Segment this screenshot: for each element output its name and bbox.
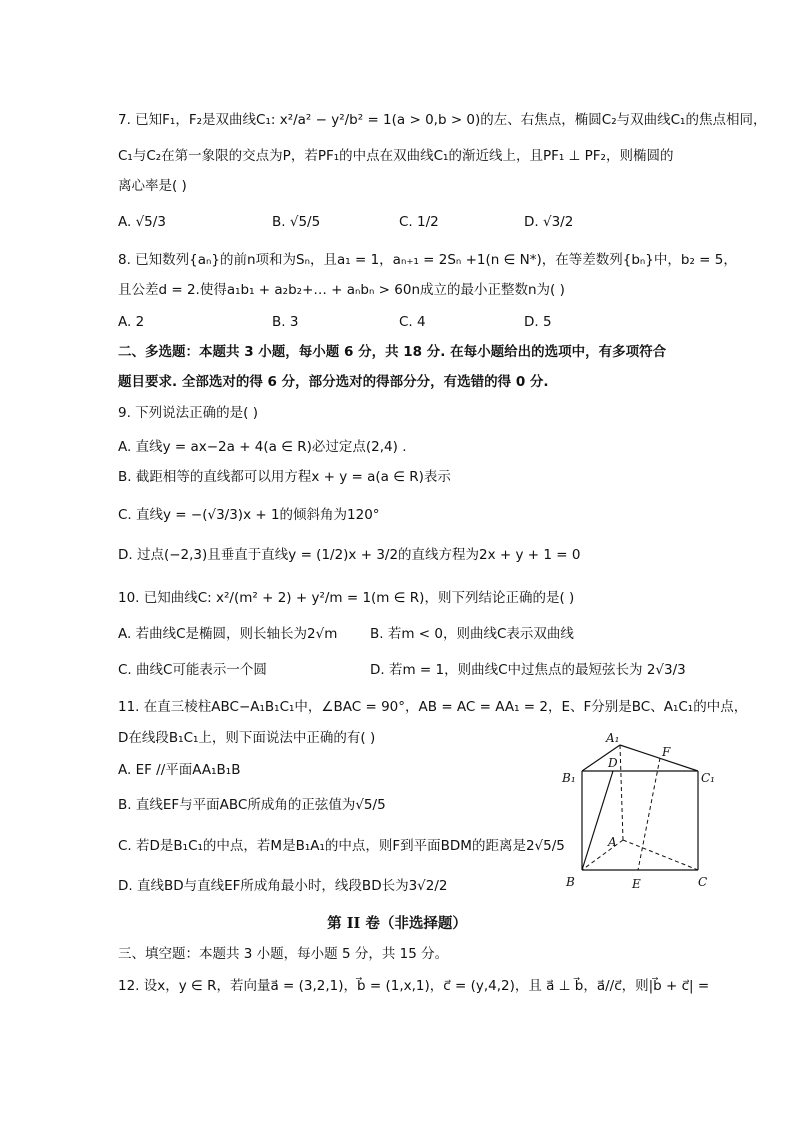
q9-stem: 9. 下列说法正确的是( ) [118, 405, 258, 421]
label-a: A [608, 835, 617, 849]
q11-option-a: A. EF //平面AA₁B₁B [118, 762, 241, 778]
q10-option-a: A. 若曲线C是椭圆，则长轴长为2√m [118, 626, 338, 642]
q9-option-c: C. 直线y = −(√3/3)x + 1的倾斜角为120° [118, 507, 380, 523]
q8-line1: 8. 已知数列{aₙ}的前n项和为Sₙ，且a₁ = 1，aₙ₊₁ = 2Sₙ +1(n ∈ N*)，在等差数列{bₙ}中，b₂ = 5， [118, 252, 737, 268]
q8-option-a: A. 2 [118, 314, 145, 330]
q11-option-b: B. 直线EF与平面ABC所成角的正弦值为√5/5 [118, 797, 386, 813]
edge-a1-c1 [620, 745, 698, 771]
label-d: D [608, 756, 618, 770]
q7-line2: C₁与C₂在第一象限的交点为P，若PF₁的中点在双曲线C₁的渐近线上，且PF₁ ⊥ PF₂，则椭圆的 [118, 148, 674, 164]
label-a1: A₁ [606, 731, 620, 745]
edge-a-c-hidden [623, 840, 698, 870]
q9-option-d: D. 过点(−2,3)且垂直于直线y = (1/2)x + 3/2的直线方程为2x + y + 1 = 0 [118, 547, 581, 563]
q10-option-d: D. 若m = 1，则曲线C中过焦点的最短弦长为 2√3/3 [370, 662, 686, 678]
q7-option-d: D. √3/2 [524, 214, 574, 230]
label-c: C [698, 875, 708, 889]
q7-line1: 7. 已知F₁，F₂是双曲线C₁: x²/a² − y²/b² = 1(a > 0,b > 0)的左、右焦点，椭圆C₂与双曲线C₁的焦点相同， [118, 112, 767, 128]
q8-option-b: B. 3 [272, 314, 299, 330]
q8-line2: 且公差d = 2.使得a₁b₁ + a₂b₂+… + aₙbₙ > 60n成立的最小正整数n为( ) [118, 282, 565, 298]
q10-stem: 10. 已知曲线C: x²/(m² + 2) + y²/m = 1(m ∈ R)，则下列结论正确的是( ) [118, 590, 575, 606]
part2-title: 第 II 卷（非选择题） [327, 915, 467, 932]
q10-option-c: C. 曲线C可能表示一个圆 [118, 662, 267, 678]
label-b: B [566, 875, 575, 889]
q8-option-c: C. 4 [399, 314, 426, 330]
edge-a1-a-hidden [620, 745, 623, 840]
q9-option-b: B. 截距相等的直线都可以用方程x + y = a(a ∈ R)表示 [118, 469, 451, 485]
q7-option-c: C. 1/2 [399, 214, 439, 230]
q7-option-b: B. √5/5 [272, 214, 321, 230]
segment-bd [582, 771, 613, 870]
section2-line2: 题目要求. 全部选对的得 6 分，部分选对的得部分分，有选错的得 0 分. [118, 374, 549, 390]
q7-line3: 离心率是( ) [118, 178, 187, 194]
label-b1: B₁ [562, 771, 576, 785]
q11-option-c: C. 若D是B₁C₁的中点，若M是B₁A₁的中点，则F到平面BDM的距离是2√5/5 [118, 838, 565, 854]
q11-line1: 11. 在直三棱柱ABC−A₁B₁C₁中，∠BAC = 90°，AB = AC = AA₁ = 2，E、F分别是BC、A₁C₁的中点， [118, 699, 748, 715]
q11-line2: D在线段B₁C₁上，则下面说法中正确的有( ) [118, 730, 376, 746]
prism-figure [560, 730, 730, 895]
edge-a-b-hidden [582, 840, 623, 870]
section2-line1: 二、多选题：本题共 3 小题，每小题 6 分，共 18 分. 在每小题给出的选项中，有多项符合 [118, 344, 667, 360]
q11-option-d: D. 直线BD与直线EF所成角最小时，线段BD长为3√2/2 [118, 878, 448, 894]
q8-option-d: D. 5 [524, 314, 552, 330]
label-c1: C₁ [701, 771, 715, 785]
label-f: F [662, 745, 671, 759]
q7-option-a: A. √5/3 [118, 214, 166, 230]
q9-option-a: A. 直线y = ax−2a + 4(a ∈ R)必过定点(2,4) . [118, 439, 407, 455]
q10-option-b: B. 若m < 0，则曲线C表示双曲线 [370, 626, 574, 642]
q12-stem: 12. 设x，y ∈ R，若向量a⃗ = (3,2,1)，b⃗ = (1,x,1)，c⃗ = (y,4,2)，且 a⃗ ⊥ b⃗，a⃗//c⃗，则|b⃗ + c⃗| = [118, 978, 710, 994]
section3-heading: 三、填空题：本题共 3 小题，每小题 5 分，共 15 分。 [118, 946, 449, 962]
label-e: E [632, 877, 641, 891]
